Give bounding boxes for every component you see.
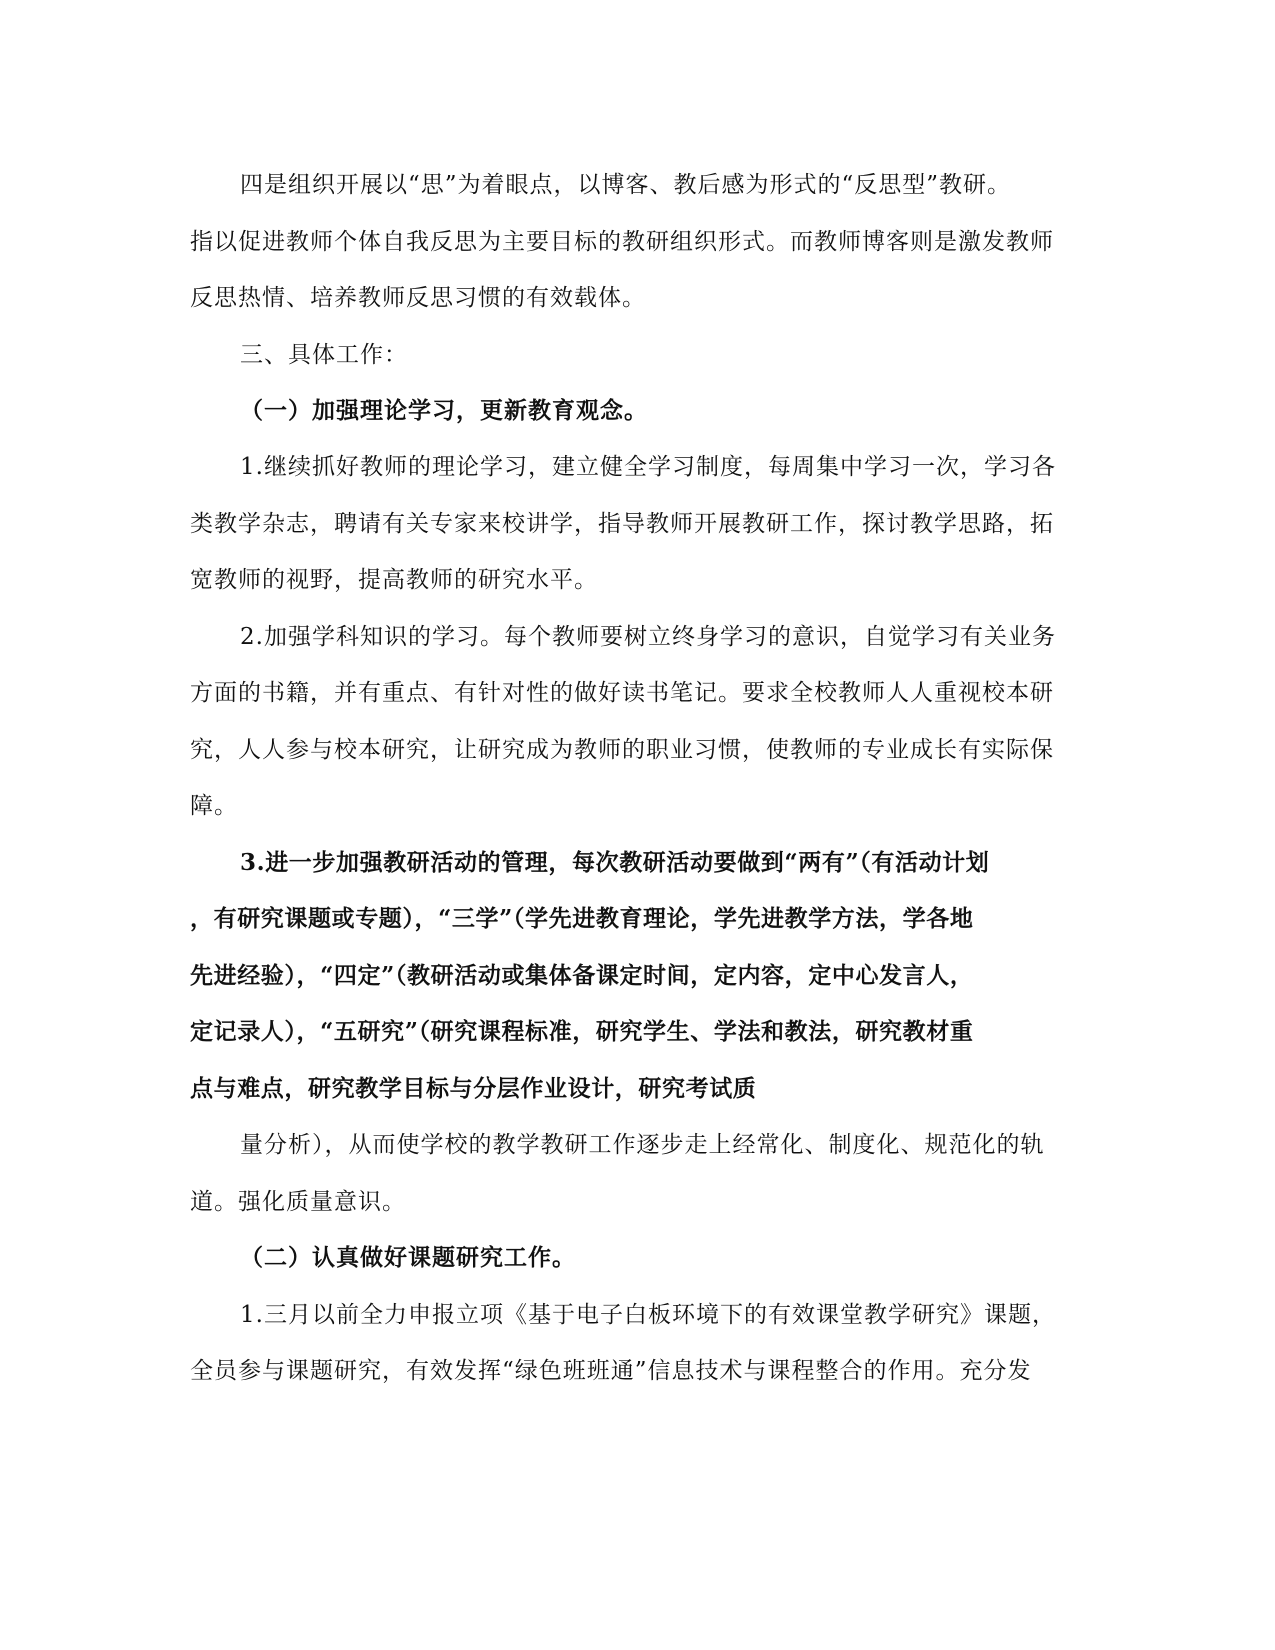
paragraph-line: 宽教师的视野，提高教师的研究水平。 xyxy=(190,567,598,593)
paragraph-line: 量分析），从而使学校的教学教研工作逐步走上经常化、制度化、规范化的轨 xyxy=(240,1132,1045,1158)
paragraph-line: 类教学杂志，聘请有关专家来校讲学，指导教师开展教研工作，探讨教学思路，拓 xyxy=(190,511,1054,537)
paragraph-line-bold: 先进经验），“四定”（教研活动或集体备课定时间，定内容，定中心发言人， xyxy=(190,962,974,989)
paragraph-line: 1.继续抓好教师的理论学习，建立健全学习制度，每周集中学习一次，学习各 xyxy=(240,454,1056,480)
paragraph-line: 方面的书籍，并有重点、有针对性的做好读书笔记。要求全校教师人人重视校本研 xyxy=(190,680,1054,706)
paragraph-line-bold: 点与难点，研究教学目标与分层作业设计，研究考试质 xyxy=(190,1075,757,1102)
paragraph-line-bold: 定记录人），“五研究”（研究课程标准，研究学生、学法和教法，研究教材重 xyxy=(190,1018,974,1045)
subsection-heading: （二）认真做好课题研究工作。 xyxy=(240,1244,576,1271)
paragraph-line: 1.三月以前全力申报立项《基于电子白板环境下的有效课堂教学研究》课题， xyxy=(240,1302,1056,1328)
paragraph-line: 四是组织开展以“思”为着眼点，以博客、教后感为形式的“反思型”教研。 xyxy=(240,172,1012,198)
paragraph-line-bold: 3.进一步加强教研活动的管理，每次教研活动要做到“两有”（有活动计划 xyxy=(240,849,990,876)
paragraph-line-bold: ，有研究课题或专题），“三学”（学先进教育理论，学先进教学方法，学各地 xyxy=(190,905,974,932)
paragraph-line: 反思热情、培养教师反思习惯的有效载体。 xyxy=(190,285,646,311)
paragraph-line: 全员参与课题研究，有效发挥“绿色班班通”信息技术与课程整合的作用。充分发 xyxy=(190,1358,1032,1384)
paragraph-line: 道。强化质量意识。 xyxy=(190,1189,406,1215)
section-heading: 三、具体工作： xyxy=(240,342,408,368)
paragraph-line: 障。 xyxy=(190,793,238,819)
paragraph-line: 指以促进教师个体自我反思为主要目标的教研组织形式。而教师博客则是激发教师 xyxy=(190,229,1054,255)
paragraph-line: 2.加强学科知识的学习。每个教师要树立终身学习的意识，自觉学习有关业务 xyxy=(240,624,1056,650)
paragraph-line: 究，人人参与校本研究，让研究成为教师的职业习惯，使教师的专业成长有实际保 xyxy=(190,737,1054,763)
subsection-heading: （一）加强理论学习，更新教育观念。 xyxy=(240,397,648,424)
